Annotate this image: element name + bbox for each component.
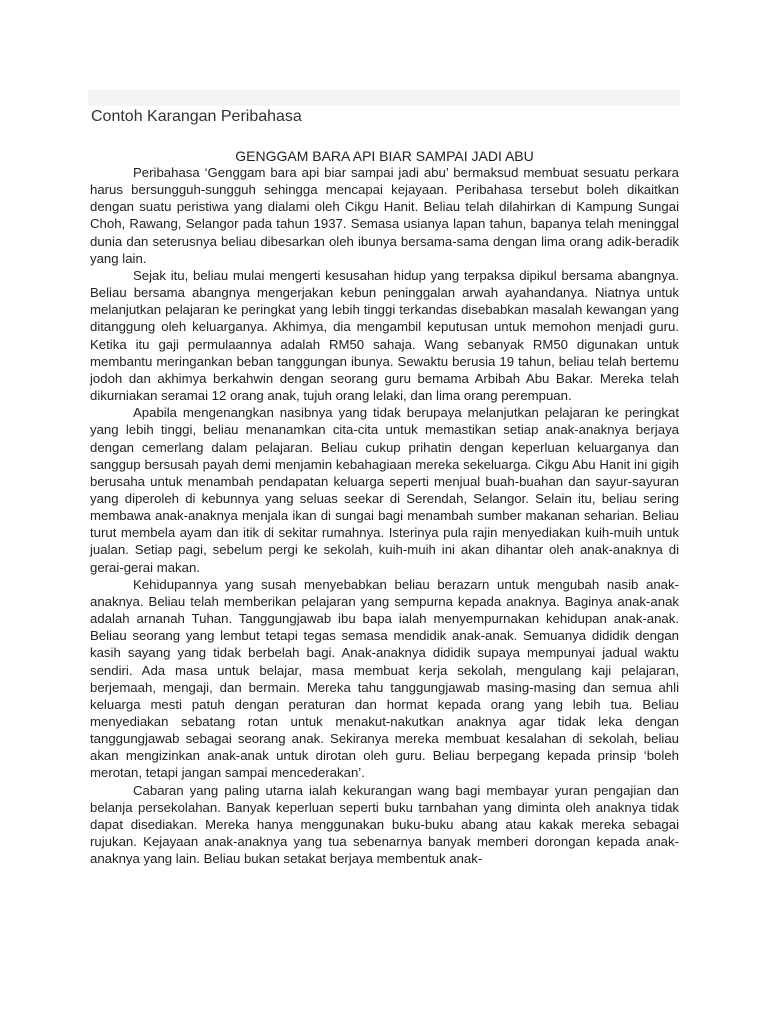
- paragraph-2: Sejak itu, beliau mulai mengerti kesusahan hidup yang terpaksa dipikul bersama abangnya. Beliau bersama abangnya mengerjakan kebun peninggalan arwah ayahandanya. Niatnya untuk melanjutkan pelajaran ke peringkat yang lebih tinggi terkandas disebabkan masalah kewangan yang ditanggung oleh keluarganya. Akhimya, dia mengambil keputusan untuk memohon menjadi guru. Ketika itu gaji permulaannya adalah RM50 sahaja. Wang sebanyak RM50 digunakan untuk membantu meringankan beban tanggungan ibunya. Sewaktu berusia 19 tahun, beliau telah bertemu jodoh dan akhimya berkahwin dengan seorang guru bemama Arbibah Abu Bakar. Mereka telah dikurniakan seramai 12 orang anak, tujuh orang lelaki, dan lima orang perempuan.: [90, 267, 679, 404]
- document-title: Contoh Karangan Peribahasa: [91, 108, 302, 125]
- paragraph-4: Kehidupannya yang susah menyebabkan beliau berazarn untuk mengubah nasib anak-anaknya. Beliau telah memberikan pelajaran yang sempurna kepada anaknya. Baginya anak-anak adalah arnanah Tuhan. Tanggungjawab ibu bapa ialah menyempurnakan kehidupan anak-anak. Beliau seorang yang lembut tetapi tegas semasa mendidik anak-anak. Semuanya dididik dengan kasih sayang yang tidak berbelah bagi. Anak-anaknya dididik supaya mempunyai jadual waktu sendiri. Ada masa untuk belajar, masa membuat kerja sekolah, mengulang kaji pelajaran, berjemaah, mengaji, dan bermain. Mereka tahu tanggungjawab masing-masing dan semua ahli keluarga mesti patuh dengan peraturan dan hormat kepada orang yang lebih tua. Beliau menyediakan sebatang rotan untuk menakut-nakutkan anaknya agar tidak leka dengan tanggungjawab sebagai seorang anak. Sekiranya mereka membuat kesalahan di sekolah, beliau akan mengizinkan anak-anak untuk dirotan oleh guru. Beliau berpegang kepada prinsip ‘boleh merotan, tetapi jangan sampai mencederakan’.: [90, 576, 679, 781]
- page-top-bar: [88, 90, 680, 106]
- essay-body: [90, 164, 679, 867]
- paragraph-3: Apabila mengenangkan nasibnya yang tidak berupaya melanjutkan pelajaran ke peringkat yang lebih tinggi, beliau menanamkan cita-cita untuk memastikan setiap anak-anaknya berjaya dengan cemerlang dalam pelajaran. Beliau cukup prihatin dengan keperluan keluarganya dan sanggup bersusah payah demi menjamin kebahagiaan mereka sekeluarga. Cikgu Abu Hanit ini gigih berusaha untuk menambah pendapatan keluarga seperti menjual buah-buahan dan sayur-sayuran yang diperoleh di kebunnya yang seluas seekar di Serendah, Selangor. Selain itu, beliau sering membawa anak-anaknya menjala ikan di sungai bagi menambah sumber makanan seharian. Beliau turut membela ayam dan itik di sekitar rumahnya. Isterinya pula rajin menyediakan kuih-muih untuk jualan. Setiap pagi, sebelum pergi ke sekolah, kuih-muih ini akan dihantar oleh anak-anaknya di gerai-gerai makan.: [90, 405, 679, 575]
- paragraph-1: Peribahasa ‘Genggam bara api biar sampai jadi abu’ bermaksud membuat sesuatu perkara harus bersungguh-sungguh sehingga mencapai kejayaan. Peribahasa tersebut boleh dikaitkan dengan suatu peristiwa yang dialami oleh Cikgu Hanit. Beliau telah dilahirkan di Kampung Sungai Choh, Rawang, Selangor pada tahun 1937. Semasa usianya lapan tahun, bapanya telah meninggal dunia dan seterusnya beliau dibesarkan oleh ibunya bersama-sama dengan lima orang adik-beradik yang lain.: [90, 165, 679, 266]
- paragraph-5: Cabaran yang paling utarna ialah kekurangan wang bagi membayar yuran pengajian dan belanja persekolahan. Banyak keperluan seperti buku tarnbahan yang diminta oleh anaknya tidak dapat disediakan. Mereka hanya menggunakan buku-buku abang atau kakak mereka sebagai rujukan. Kejayaan anak-anaknya yang tua sebenarnya banyak memberi dorongan kepada anak-anaknya yang lain. Beliau bukan setakat berjaya membentuk anak-: [90, 782, 679, 867]
- essay-heading: GENGGAM BARA API BIAR SAMPAI JADI ABU: [235, 148, 534, 164]
